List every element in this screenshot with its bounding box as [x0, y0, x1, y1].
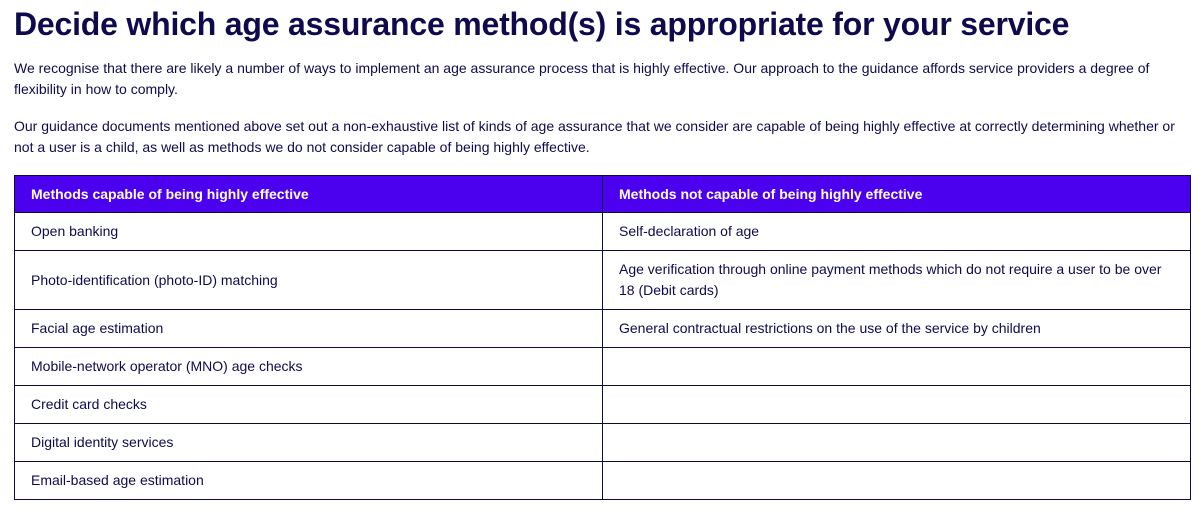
table-cell	[603, 348, 1191, 386]
table-cell: Age verification through online payment methods which do not require a user to be over 18 (Debit cards)	[603, 251, 1191, 310]
table-cell: Mobile-network operator (MNO) age checks	[15, 348, 603, 386]
table-cell: Open banking	[15, 213, 603, 251]
intro-paragraph: We recognise that there are likely a number of ways to implement an age assurance process that is highly effective. Our approach to the guidance affords service providers a degree of flexibility in how to comply.	[14, 60, 1150, 97]
table-row	[15, 462, 1191, 500]
table-row	[15, 251, 1191, 310]
table-row	[15, 213, 1191, 251]
table-cell: Email-based age estimation	[15, 462, 603, 500]
table-row	[15, 348, 1191, 386]
table-cell	[603, 386, 1191, 424]
table-header-row	[15, 176, 1191, 213]
table-row	[15, 424, 1191, 462]
header-ineffective-methods: Methods not capable of being highly effective	[603, 176, 1191, 213]
table-cell: Facial age estimation	[15, 310, 603, 348]
header-effective-methods: Methods capable of being highly effective	[15, 176, 603, 213]
table-cell: Self-declaration of age	[603, 213, 1191, 251]
table-cell	[603, 424, 1191, 462]
table-cell: Digital identity services	[15, 424, 603, 462]
table-row	[15, 310, 1191, 348]
page-title: Decide which age assurance method(s) is appropriate for your service	[14, 6, 1070, 42]
age-assurance-methods-table	[14, 175, 1191, 500]
table-cell: General contractual restrictions on the use of the service by children	[603, 310, 1191, 348]
table-row	[15, 386, 1191, 424]
guidance-paragraph: Our guidance documents mentioned above set out a non-exhaustive list of kinds of age assurance that we consider are capable of being highly effective at correctly determining whether or not a user is a child, as well as methods we do not consider capable of being highly effective.	[14, 118, 1175, 155]
table-cell: Credit card checks	[15, 386, 603, 424]
table-cell: Photo-identification (photo-ID) matching	[15, 251, 603, 310]
table-cell	[603, 462, 1191, 500]
